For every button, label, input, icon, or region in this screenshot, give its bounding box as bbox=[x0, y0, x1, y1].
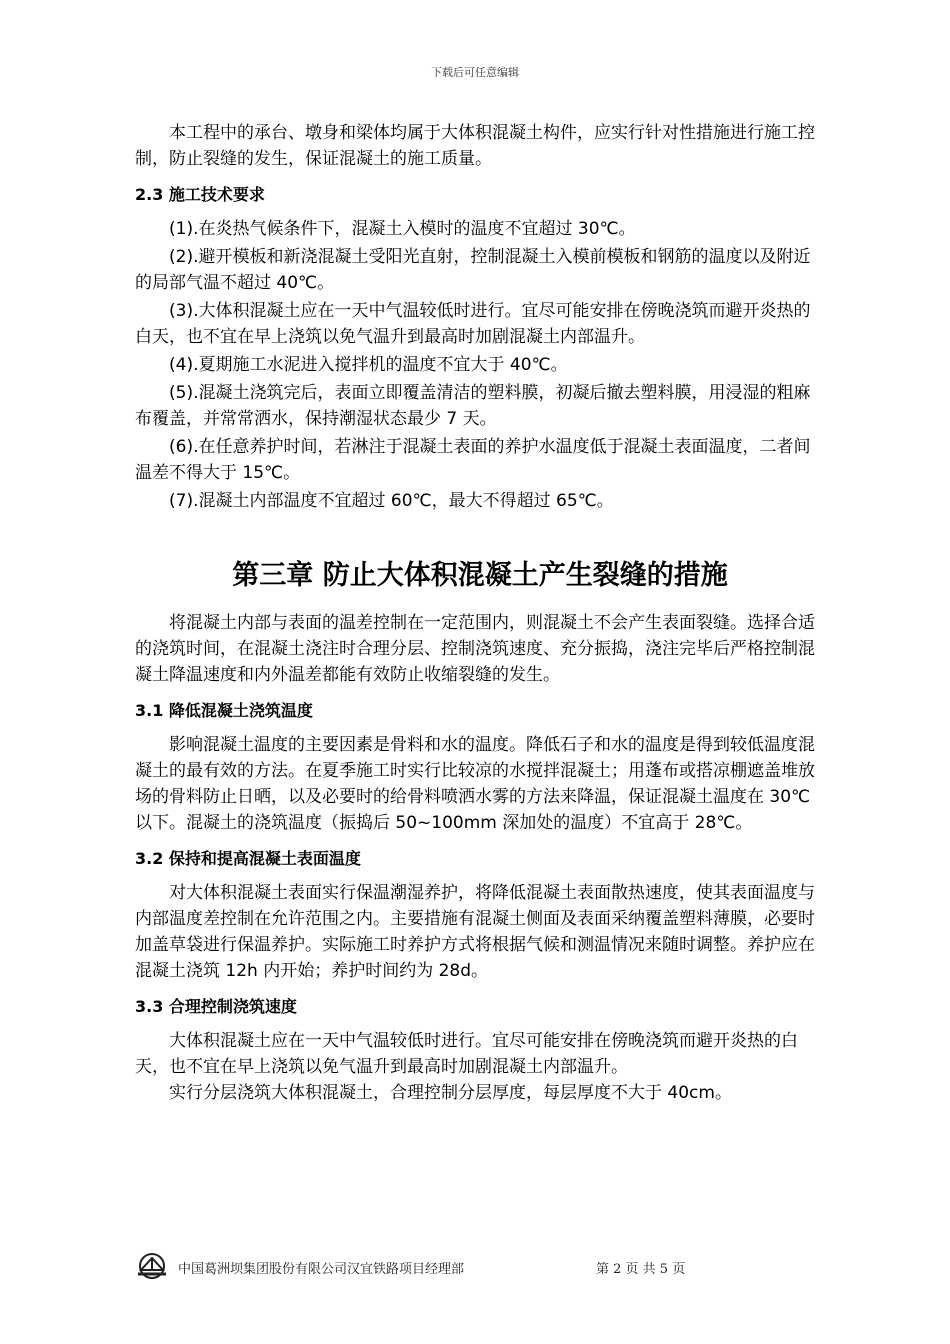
section-3-3-body-2: 实行分层浇筑大体积混凝土，合理控制分层厚度，每层厚度不大于 40cm。 bbox=[169, 1083, 732, 1103]
section-2-3-heading: 2.3 施工技术要求 bbox=[135, 185, 265, 204]
requirement-item-7: (7).混凝土内部温度不宜超过 60℃，最大不得超过 65℃。 bbox=[169, 491, 614, 511]
section-3-2-heading: 3.2 保持和提高混凝土表面温度 bbox=[135, 849, 361, 868]
section-3-2-body: 对大体积混凝土表面实行保温潮湿养护，将降低混凝土表面散热速度，使其表面温度与内部温度差控制在允许范围之内。主要措施有混凝土侧面及表面采纳覆盖塑料薄膜，必要时加盖草袋进行保温养护。实际施工时养护方式将根据气候和测温情况来随时调整。养护应在混凝土浇筑 12h 内开始；养护时间约为 28d。 bbox=[135, 883, 815, 981]
footer-company-name: 中国葛洲坝集团股份有限公司汉宜铁路项目经理部 bbox=[178, 1262, 465, 1277]
chapter-3-intro: 将混凝土内部与表面的温差控制在一定范围内，则混凝土不会产生表面裂缝。选择合适的浇筑时间，在混凝土浇注时合理分层、控制浇筑速度、充分振捣，浇注完毕后严格控制混凝土降温速度和内外温差都能有效防止收缩裂缝的发生。 bbox=[135, 613, 815, 685]
requirement-item-2: (2).避开模板和新浇混凝土受阳光直射，控制混凝土入模前模板和钢筋的温度以及附近的局部气温不超过 40℃。 bbox=[135, 247, 811, 293]
document-body bbox=[135, 120, 825, 1106]
section-3-3-heading: 3.3 合理控制浇筑速度 bbox=[135, 997, 297, 1016]
section-3-1-body: 影响混凝土温度的主要因素是骨料和水的温度。降低石子和水的温度是得到较低温度混凝土的最有效的方法。在夏季施工时实行比较凉的水搅拌混凝土；用蓬布或搭凉棚遮盖堆放场的骨料防止日晒，以及必要时的给骨料喷洒水雾的方法来降温，保证混凝土温度在 30℃以下。混凝土的浇筑温度（振捣后 50~100mm 深加处的温度）不宜高于 28℃。 bbox=[135, 735, 815, 833]
footer-page-number: 第 2 页 共 5 页 bbox=[596, 1262, 686, 1277]
section-3-3-body-1: 大体积混凝土应在一天中气温较低时进行。宜尽可能安排在傍晚浇筑而避开炎热的白天，也不宜在早上浇筑以免气温升到最高时加剧混凝土内部温升。 bbox=[135, 1031, 798, 1077]
requirement-item-6: (6).在任意养护时间，若淋注于混凝土表面的养护水温度低于混凝土表面温度，二者间温差不得大于 15℃。 bbox=[135, 437, 811, 483]
requirement-item-1: (1).在炎热气候条件下，混凝土入模时的温度不宜超过 30℃。 bbox=[169, 219, 636, 239]
chapter-3-title: 第三章 防止大体积混凝土产生裂缝的措施 bbox=[232, 560, 728, 591]
page-footer bbox=[136, 1252, 816, 1282]
requirement-item-4: (4).夏期施工水泥进入搅拌机的温度不宜大于 40℃。 bbox=[169, 355, 568, 375]
requirement-item-5: (5).混凝土浇筑完后，表面立即覆盖清洁的塑料膜，初凝后撤去塑料膜，用浸湿的粗麻布覆盖，并常常洒水，保持潮湿状态最少 7 天。 bbox=[135, 383, 811, 429]
intro-paragraph: 本工程中的承台、墩身和梁体均属于大体积混凝土构件，应实行针对性措施进行施工控制，防止裂缝的发生，保证混凝土的施工质量。 bbox=[135, 123, 815, 169]
requirement-item-3: (3).大体积混凝土应在一天中气温较低时进行。宜尽可能安排在傍晚浇筑而避开炎热的白天，也不宜在早上浇筑以免气温升到最高时加剧混凝土内部温升。 bbox=[135, 301, 811, 347]
page-header-note: 下载后可任意编辑 bbox=[431, 66, 519, 79]
company-logo-icon bbox=[136, 1252, 168, 1280]
section-3-1-heading: 3.1 降低混凝土浇筑温度 bbox=[135, 701, 313, 720]
